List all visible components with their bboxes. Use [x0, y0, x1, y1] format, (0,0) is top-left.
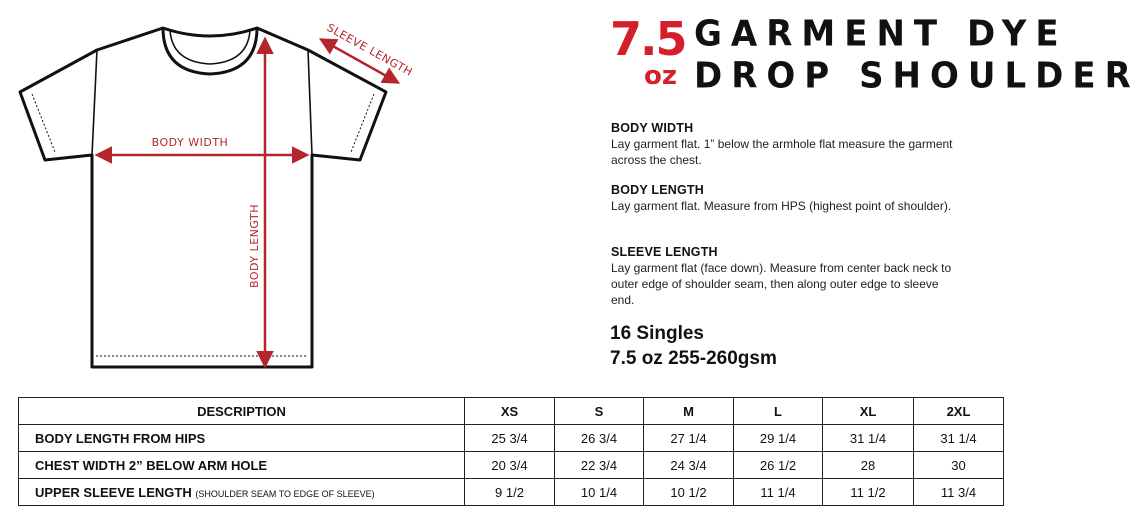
spec-weight: 7.5 oz 255-260gsm	[610, 348, 777, 369]
tshirt-outline	[20, 28, 386, 367]
table-cell: 29 1/4	[734, 425, 823, 452]
instruction-text: Lay garment flat. 1” below the armhole flat measure the garment across the chest.	[611, 137, 953, 167]
row-description: CHEST WIDTH 2” BELOW ARM HOLE	[19, 452, 465, 479]
table-cell: 31 1/4	[823, 425, 914, 452]
product-header	[608, 12, 1140, 97]
table-cell: 9 1/2	[465, 479, 555, 506]
column-header: XL	[823, 398, 914, 425]
row-note: (SHOULDER SEAM TO EDGE OF SLEEVE)	[195, 488, 375, 499]
weight-number: 7.5	[610, 12, 686, 66]
tshirt-measurement-diagram	[0, 0, 440, 380]
body-length-label: BODY LENGTH	[248, 203, 261, 289]
title-line-2: DROP SHOULDER	[694, 55, 1140, 97]
column-header: DESCRIPTION	[19, 398, 465, 425]
column-header: XS	[465, 398, 555, 425]
instruction-heading: SLEEVE LENGTH	[611, 245, 718, 259]
table-row	[19, 479, 1004, 506]
title-line-1: GARMENT DYE	[694, 13, 1068, 55]
instruction-heading: BODY WIDTH	[611, 121, 694, 135]
spec-singles: 16 Singles	[610, 323, 704, 344]
table-cell: 11 3/4	[914, 479, 1004, 506]
table-header-row	[19, 398, 1004, 425]
table-cell: 26 1/2	[734, 452, 823, 479]
column-header: 2XL	[914, 398, 1004, 425]
table-cell: 31 1/4	[914, 425, 1004, 452]
table-cell: 24 3/4	[644, 452, 734, 479]
table-cell: 10 1/2	[644, 479, 734, 506]
table-cell: 22 3/4	[555, 452, 644, 479]
table-row	[19, 425, 1004, 452]
table-cell: 11 1/4	[734, 479, 823, 506]
column-header: S	[555, 398, 644, 425]
weight-unit: oz	[644, 61, 677, 91]
instruction-body-length	[611, 183, 961, 214]
table-cell: 10 1/4	[555, 479, 644, 506]
sleeve-length-label: SLEEVE LENGTH	[324, 21, 415, 79]
table-row	[19, 452, 1004, 479]
column-header: M	[644, 398, 734, 425]
table-cell: 11 1/2	[823, 479, 914, 506]
fabric-specs	[610, 321, 777, 371]
table-cell: 28	[823, 452, 914, 479]
table-cell: 20 3/4	[465, 452, 555, 479]
table-cell: 25 3/4	[465, 425, 555, 452]
instruction-text: Lay garment flat (face down). Measure from center back neck to outer edge of shoulder seam, then along outer edge to sleeve end.	[611, 261, 952, 307]
table-cell: 30	[914, 452, 1004, 479]
instruction-sleeve-length	[611, 245, 961, 308]
body-width-label: BODY WIDTH	[151, 136, 229, 149]
instruction-body-width	[611, 121, 961, 168]
size-chart-table	[18, 397, 1004, 506]
instruction-text: Lay garment flat. Measure from HPS (highest point of shoulder).	[611, 199, 952, 213]
row-description: BODY LENGTH FROM HIPS	[19, 425, 465, 452]
instruction-heading: BODY LENGTH	[611, 183, 704, 197]
column-header: L	[734, 398, 823, 425]
table-cell: 26 3/4	[555, 425, 644, 452]
table-cell: 27 1/4	[644, 425, 734, 452]
row-description: UPPER SLEEVE LENGTH (SHOULDER SEAM TO EDGE OF SLEEVE)	[19, 479, 465, 506]
